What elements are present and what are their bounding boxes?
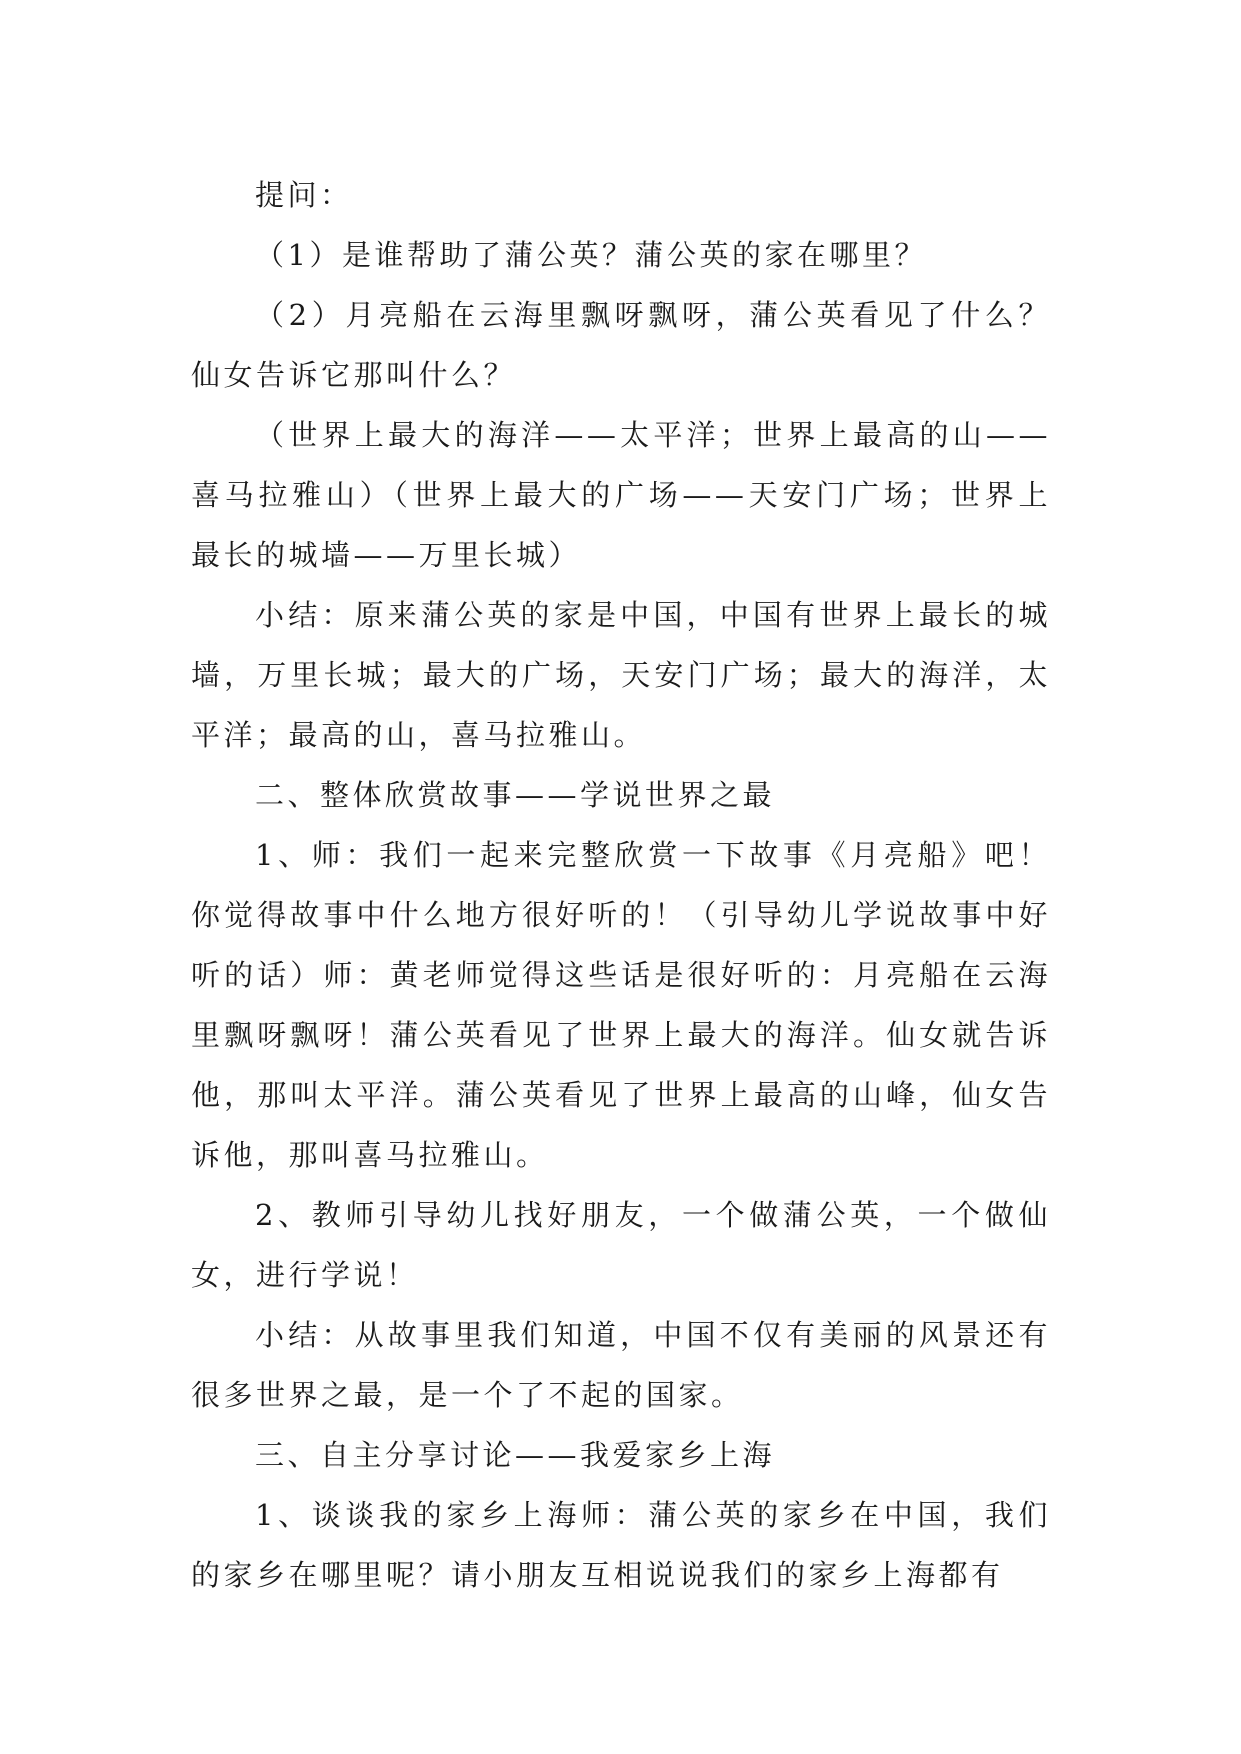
paragraph-question-2: （2）月亮船在云海里飘呀飘呀，蒲公英看见了什么？仙女告诉它那叫什么？: [191, 298, 1051, 392]
paragraph-summary-1: 小结：原来蒲公英的家是中国，中国有世界上最长的城墙，万里长城；最大的广场，天安门广场；最大的海洋，太平洋；最高的山，喜马拉雅山。: [191, 598, 1051, 752]
document-page: [191, 165, 1051, 1605]
paragraph-world-records: （世界上最大的海洋——太平洋；世界上最高的山——喜马拉雅山）（世界上最大的广场——天安门广场；世界上最长的城墙——万里长城）: [191, 418, 1051, 572]
paragraph-question-heading: 提问：: [255, 178, 353, 212]
section-heading-2: 二、整体欣赏故事——学说世界之最: [255, 778, 776, 812]
paragraph-summary-2: 小结：从故事里我们知道，中国不仅有美丽的风景还有很多世界之最，是一个了不起的国家。: [191, 1318, 1051, 1412]
paragraph-question-1: （1）是谁帮助了蒲公英？蒲公英的家在哪里？: [255, 238, 927, 272]
paragraph-step-2: 2、教师引导幼儿找好朋友，一个做蒲公英，一个做仙女，进行学说！: [191, 1198, 1051, 1292]
paragraph-step-1: 1、师：我们一起来完整欣赏一下故事《月亮船》吧！你觉得故事中什么地方很好听的！（引导幼儿学说故事中好听的话）师：黄老师觉得这些话是很好听的：月亮船在云海里飘呀飘呀！蒲公英看见了世界上最大的海洋。仙女就告诉他，那叫太平洋。蒲公英看见了世界上最高的山峰，仙女告诉他，那叫喜马拉雅山。: [191, 838, 1051, 1172]
paragraph-step-3-1: 1、谈谈我的家乡上海师：蒲公英的家乡在中国，我们的家乡在哪里呢？请小朋友互相说说我们的家乡上海都有: [191, 1498, 1051, 1592]
section-heading-3: 三、自主分享讨论——我爱家乡上海: [255, 1438, 776, 1472]
